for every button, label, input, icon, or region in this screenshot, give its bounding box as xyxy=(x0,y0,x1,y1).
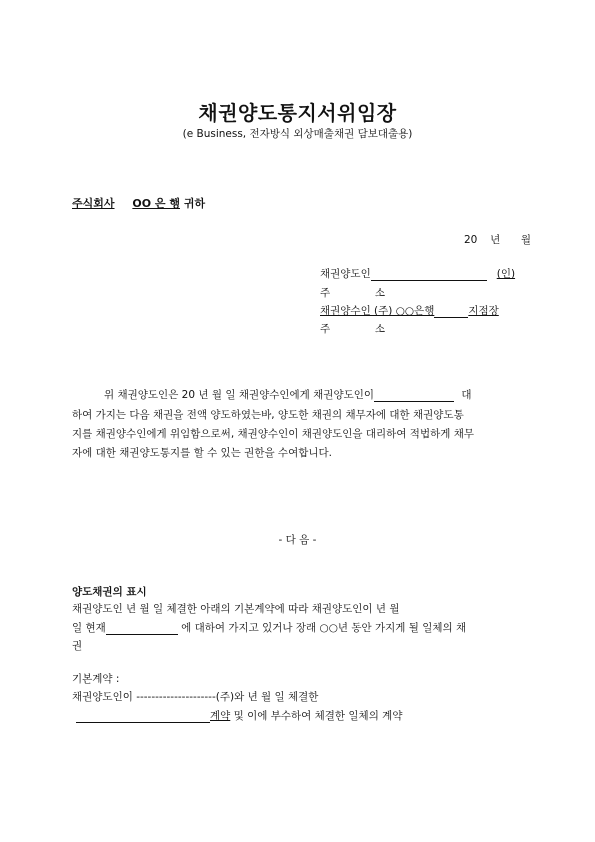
address-label-1: 주 xyxy=(320,287,331,299)
contract-blank xyxy=(76,711,210,723)
assignee-name: 채권양수인 (주) ○○은행 xyxy=(320,305,435,317)
body-line-3: 지를 채권양수인에게 위임함으로써, 채권양수인이 채권양도인을 대리하여 적법하게 채무 xyxy=(72,428,474,440)
section-heading: 양도채권의 표시 xyxy=(72,586,147,598)
date-line xyxy=(464,232,531,247)
contract-line-2-rest: 및 이에 부수하여 체결한 일체의 계약 xyxy=(230,710,403,722)
branch-head: 지점장 xyxy=(468,305,499,317)
body-line-1 xyxy=(104,387,472,402)
date-year-label: 년 xyxy=(490,234,501,246)
assignor-label: 채권양도인 xyxy=(320,268,371,280)
contract-line-2 xyxy=(76,708,402,723)
contract-line-1: 채권양도인이 ---------------------(주)와 년 월 일 체결한 xyxy=(72,691,319,703)
body-line-1-text: 위 채권양도인은 20 년 월 일 채권양수인에게 채권양도인이 xyxy=(104,389,375,401)
addressee-prefix: 주식회사 xyxy=(72,197,115,210)
section-line-2-end: 에 대하여 가지고 있거나 장래 ○○년 동안 가지게 될 일체의 채 xyxy=(181,622,467,634)
addressee-bank: OO 은 행 xyxy=(132,197,180,210)
body-line-1-end: 대 xyxy=(461,389,472,401)
assignor-blank xyxy=(371,269,487,281)
addressee-suffix: 귀하 xyxy=(183,197,206,210)
assignee-line xyxy=(320,303,499,318)
assignee-blank xyxy=(434,306,468,318)
assignor-seal: (인) xyxy=(496,268,516,280)
addressee xyxy=(72,195,205,211)
body-blank xyxy=(374,390,454,402)
assignor-line xyxy=(320,266,515,281)
document-title: 채권양도통지서위임장 xyxy=(198,101,397,125)
body-line-2: 하여 가지는 다음 채권을 전액 양도하였는바, 양도한 채권의 채무자에 대한 채권양도통 xyxy=(72,409,464,421)
document-subtitle: (e Business, 전자방식 외상매출채권 담보대출용) xyxy=(182,128,413,140)
address2-label-1: 주 xyxy=(320,323,331,335)
contract-label: 기본계약 : xyxy=(72,673,120,685)
section-line-2-start: 일 현재 xyxy=(72,622,106,634)
date-month-label: 월 xyxy=(520,234,532,246)
separator: - 다 음 - xyxy=(278,534,317,546)
contract-name: 계약 xyxy=(210,710,231,722)
section-line-2 xyxy=(72,620,466,635)
assignor-address xyxy=(320,285,385,300)
address2-label-2: 소 xyxy=(374,323,385,335)
section-line-1: 채권양도인 년 월 일 체결한 아래의 기본계약에 따라 채권양도인이 년 월 xyxy=(72,603,400,615)
section-blank xyxy=(106,623,178,635)
body-line-4: 자에 대한 채권양도통지를 할 수 있는 권한을 수여합니다. xyxy=(72,447,332,459)
address-label-2: 소 xyxy=(374,287,385,299)
section-line-3: 권 xyxy=(72,640,83,652)
date-year-prefix: 20 xyxy=(464,234,478,246)
assignee-address xyxy=(320,321,385,336)
